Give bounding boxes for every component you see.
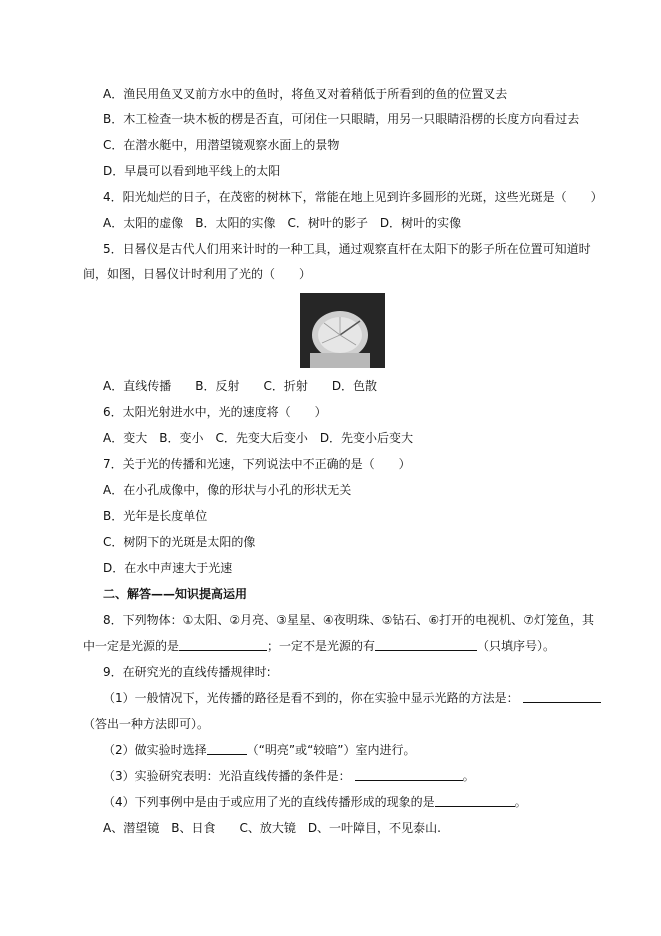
answer-blank[interactable]	[355, 768, 463, 781]
question-4: 4．阳光灿烂的日子，在茂密的树林下，常能在地上见到许多圆形的光斑，这些光斑是（ ）	[103, 190, 603, 204]
sundial-photo	[300, 293, 385, 368]
answer-blank[interactable]	[179, 638, 267, 651]
option-line: A．渔民用鱼叉叉前方水中的鱼时，将鱼叉对着稍低于所看到的鱼的位置叉去	[103, 87, 508, 101]
option-line: D．早晨可以看到地平线上的太阳	[103, 164, 281, 178]
q9-2-text-b: （“明亮”或“较暗”）室内进行。	[246, 743, 416, 757]
question-9-part4-options: A、潜望镜 B、日食 C、放大镜 D、一叶障目，不见泰山.	[103, 821, 441, 835]
question-8-line2	[83, 638, 555, 654]
section-heading: 二、解答——知识提高运用	[103, 587, 248, 601]
answer-blank[interactable]	[435, 794, 515, 807]
question-9-part2	[103, 742, 416, 758]
question-9: 9．在研究光的直线传播规律时:	[103, 665, 271, 679]
question-7-option-d: D．在水中声速大于光速	[103, 561, 233, 575]
q8-text-2: ；一定不是光源的有	[267, 639, 376, 653]
q9-3-text-a: （3）实验研究表明：光沿直线传播的条件是：	[103, 769, 351, 783]
question-4-options: A．太阳的虚像 B．太阳的实像 C．树叶的影子 D．树叶的实像	[103, 216, 462, 230]
question-5-options: A．直线传播 B．反射 C．折射 D．色散	[103, 379, 378, 393]
option-line: B．木工检查一块木板的楞是否直，可闭住一只眼睛，用另一只眼睛沿楞的长度方向看过去	[103, 112, 580, 126]
q9-4-text-b: 。	[514, 795, 527, 809]
question-5-line1: 5．日晷仪是古代人们用来计时的一种工具，通过观察直杆在太阳下的影子所在位置可知道时	[103, 242, 591, 256]
option-line: C．在潜水艇中，用潜望镜观察水面上的景物	[103, 138, 340, 152]
question-7-option-c: C．树阴下的光斑是太阳的像	[103, 535, 256, 549]
q9-4-text-a: （4）下列事例中是由于或应用了光的直线传播形成的现象的是	[103, 795, 435, 809]
q9-1-text: （1）一般情况下，光传播的路径是看不到的，你在实验中显示光路的方法是：	[103, 691, 519, 705]
question-9-part1	[103, 690, 601, 706]
answer-blank[interactable]	[523, 690, 601, 703]
question-7-option-a: A．在小孔成像中，像的形状与小孔的形状无关	[103, 483, 352, 497]
question-7: 7．关于光的传播和光速，下列说法中不正确的是（ ）	[103, 457, 411, 471]
answer-blank[interactable]	[375, 638, 477, 651]
question-8-line1: 8．下列物体：①太阳、②月亮、③星星、④夜明珠、⑤钻石、⑥打开的电视机、⑦灯笼鱼，其	[103, 613, 594, 627]
question-7-option-b: B．光年是长度单位	[103, 509, 208, 523]
question-9-part4	[103, 794, 527, 810]
question-9-part1-cont: （答出一种方法即可）。	[83, 717, 210, 731]
q8-text-1: 中一定是光源的是	[83, 639, 180, 653]
q9-2-text-a: （2）做实验时选择	[103, 743, 207, 757]
answer-blank[interactable]	[207, 742, 247, 755]
question-6-options: A．变大 B．变小 C．先变大后变小 D．先变小后变大	[103, 431, 414, 445]
q8-text-3: （只填序号）。	[477, 639, 556, 653]
q9-3-text-b: 。	[462, 769, 475, 783]
question-6: 6．太阳光射进水中，光的速度将（ ）	[103, 405, 327, 419]
question-5-line2: 间，如图，日晷仪计时利用了光的（ ）	[83, 267, 312, 281]
question-9-part3	[103, 768, 475, 784]
